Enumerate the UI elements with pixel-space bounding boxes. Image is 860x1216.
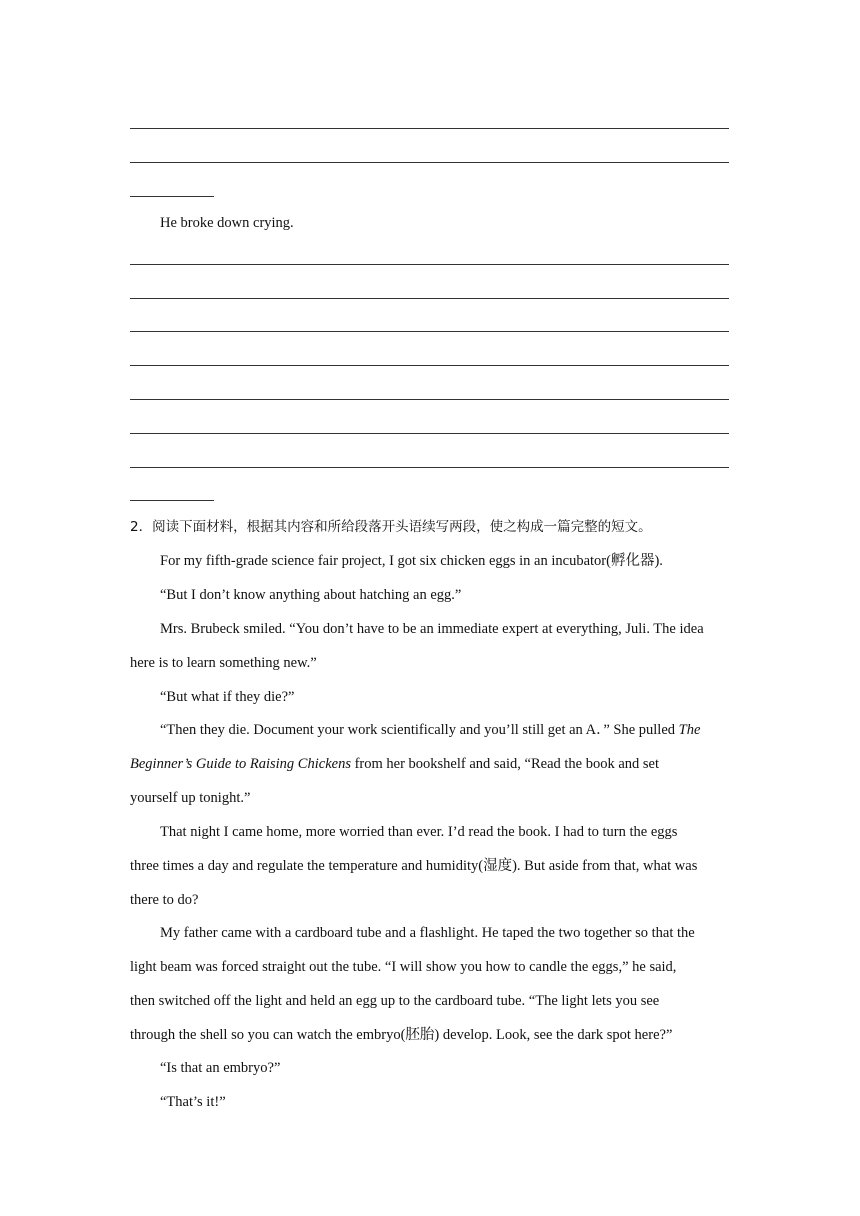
passage-line: “That’s it!” — [160, 1094, 226, 1110]
answer-line — [130, 162, 729, 163]
book-title: Beginner’s Guide to Raising Chickens — [130, 756, 351, 772]
passage-line: here is to learn something new.” — [130, 655, 317, 671]
passage-line: “But I don’t know anything about hatching an egg.” — [160, 587, 462, 603]
passage-line: Mrs. Brubeck smiled. “You don’t have to be an immediate expert at everything, Juli. The idea — [160, 621, 704, 637]
passage-line: That night I came home, more worried than ever. I’d read the book. I had to turn the eggs — [160, 824, 678, 840]
passage-line — [160, 721, 760, 739]
answer-line-short — [130, 500, 214, 501]
answer-line — [130, 331, 729, 332]
question-instruction: 2．阅读下面材料，根据其内容和所给段落开头语续写两段，使之构成一篇完整的短文。 — [130, 519, 652, 535]
prompt-sentence: He broke down crying. — [160, 215, 294, 231]
passage-line: through the shell so you can watch the embryo(胚胎) develop. Look, see the dark spot here?” — [130, 1027, 673, 1043]
passage-line: “Is that an embryo?” — [160, 1060, 281, 1076]
passage-line: there to do? — [130, 892, 199, 908]
answer-line — [130, 264, 729, 265]
answer-line — [130, 433, 729, 434]
passage-line: yourself up tonight.” — [130, 790, 251, 806]
passage-line: “But what if they die?” — [160, 689, 295, 705]
passage-line: For my fifth-grade science fair project, I got six chicken eggs in an incubator(孵化器). — [160, 553, 663, 569]
answer-line — [130, 467, 729, 468]
passage-line — [130, 755, 730, 773]
answer-line — [130, 128, 729, 129]
answer-line — [130, 298, 729, 299]
book-title: The — [678, 722, 701, 738]
answer-line-short — [130, 196, 214, 197]
passage-line: then switched off the light and held an egg up to the cardboard tube. “The light lets you see — [130, 993, 660, 1009]
passage-text: “Then they die. Document your work scientifically and you’ll still get an A．” She pulled — [160, 722, 676, 738]
passage-line: three times a day and regulate the temperature and humidity(湿度). But aside from that, what was — [130, 858, 698, 874]
answer-line — [130, 399, 729, 400]
passage-text: from her bookshelf and said, “Read the book and set — [354, 756, 660, 772]
passage-line: light beam was forced straight out the tube. “I will show you how to candle the eggs,” he said, — [130, 959, 677, 975]
answer-line — [130, 365, 729, 366]
passage-line: My father came with a cardboard tube and a flashlight. He taped the two together so that the — [160, 925, 695, 941]
